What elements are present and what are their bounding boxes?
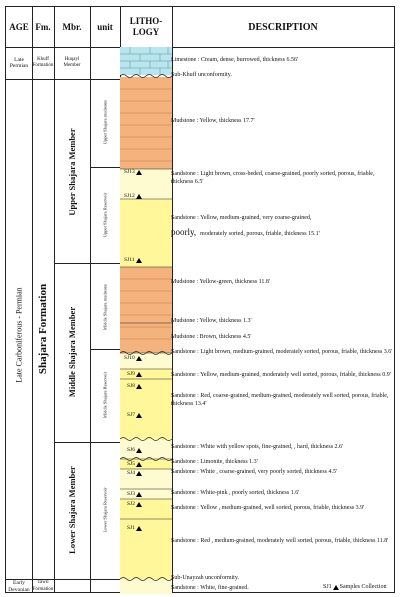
- description-sandstone-white-yellow-spots: Sandstone : White with yellow spots, fine-grained, , hard, thickness 2.6': [171, 444, 344, 450]
- sample-marker: [127, 412, 142, 418]
- description-sandstone-yellow-cont: [171, 228, 393, 238]
- description-mudstone-brown: Mudstone : Brown, thickness 4.5': [171, 334, 252, 340]
- sample-marker: [127, 491, 142, 497]
- description-sub-unayzah: Sub-Unayzah unconformity.: [171, 575, 239, 581]
- sample-label: SJ4: [127, 470, 135, 476]
- unit-upper-reservoir: Upper Shajara Reservoir: [102, 192, 108, 238]
- triangle-icon: [136, 372, 142, 377]
- header-unit: unit: [97, 21, 113, 32]
- sample-label: SJ9: [127, 371, 135, 377]
- sample-label: SJ12: [124, 193, 135, 199]
- description-mudstone-yellow: Mudstone : Yellow, thickness 1.3': [171, 318, 252, 324]
- description-sandstone-yellow-middle: Sandstone : Yellow, medium-grained, moderately well sorted, porous, friable, thickness 0.9': [171, 372, 391, 378]
- unit-middle-mudstone: Middle Shajara mudstone: [102, 283, 108, 331]
- sample-marker: [124, 257, 142, 263]
- legend-text: Samples Collection: [339, 584, 387, 590]
- description-sandstone-yellow: Sandstone : Yellow, medium-grained, very coarse-grained,: [171, 215, 312, 221]
- triangle-icon: [136, 170, 142, 175]
- sample-label: SJ6: [127, 447, 135, 453]
- age-late-carboniferous-permian: Late Carboniferous - Permian: [14, 287, 24, 383]
- upper-mudstone-bed: [120, 77, 172, 169]
- sample-label: SJ8: [127, 383, 135, 389]
- triangle-icon: [136, 384, 142, 389]
- row-divider: [54, 442, 120, 443]
- member-lower-shajara: Lower Shajara Member: [67, 466, 77, 554]
- description-sandstone-white-coarse: Sandstone : White , coarse-grained, very poorly sorted, thickness 4.5': [171, 469, 338, 475]
- age-late-permian: Late Permian: [9, 56, 29, 69]
- sample-marker: [127, 371, 142, 377]
- description-fragment: poorly,: [171, 227, 197, 237]
- description-sandstone-white-pink: Sandstone : White-pink , poorly sorted, thickness 1.6': [171, 490, 300, 496]
- member-upper-shajara: Upper Shajara Member: [67, 128, 77, 216]
- sample-label: SJ11: [124, 257, 135, 263]
- row-divider: [90, 167, 120, 168]
- description-sandstone-light-brown-middle: Sandstone : Light brown, medium-grained, moderately sorted, porous, friable, thickness 3.6': [171, 349, 393, 355]
- sample-marker: [127, 461, 142, 467]
- unit-upper-mudstone: Upper Shajara mudstone: [102, 99, 108, 145]
- description-fragment: moderately sorted, porous, friable, thickness 15.1': [200, 231, 320, 237]
- sample-label: SJ10: [124, 355, 135, 361]
- formation-tawil: Tawil Formation: [32, 580, 54, 592]
- triangle-icon: [136, 258, 142, 263]
- triangle-icon: [136, 471, 142, 476]
- sample-marker: [127, 501, 142, 507]
- sample-marker: [124, 193, 142, 199]
- row-divider: [6, 79, 120, 80]
- row-divider: [54, 263, 120, 264]
- header-description: DESCRIPTION: [248, 21, 318, 33]
- unit-lower-reservoir: Lower Shajara Reservoir: [102, 487, 108, 533]
- header-formation: Fm.: [35, 21, 51, 32]
- member-huqayl: Huqayl Member: [63, 56, 81, 68]
- description-mudstone-yellow-green: Mudstone : Yellow-green, thickness 11.8': [171, 279, 271, 285]
- description-limonite: Sandstone : Limonite, thickness 1.3': [171, 459, 258, 465]
- age-early-devonian: Early Devonian: [8, 580, 30, 593]
- description-sandstone-red-lower: Sandstone : Red , medium-grained, moderately well sorted, porous, friable, thickness 11.8': [171, 538, 389, 544]
- triangle-icon: [136, 462, 142, 467]
- sample-label: SJ13: [124, 169, 135, 175]
- row-divider: [90, 349, 120, 350]
- lithology-column: [120, 47, 172, 594]
- sample-marker: [127, 470, 142, 476]
- middle-mudstone-bed: [120, 267, 172, 353]
- triangle-icon: [136, 194, 142, 199]
- sample-marker: [124, 169, 142, 175]
- sample-label: SJ7: [127, 412, 135, 418]
- triangle-icon: [136, 413, 142, 418]
- sample-marker: [124, 355, 142, 361]
- description-sandstone-red-middle: Sandstone : Red, coarse-grained, medium-grained, moderately well sorted, porous, friable, thickness 13.4': [171, 393, 389, 407]
- formation-shajara: Shajara Formation: [37, 283, 49, 375]
- sample-label: SJ3: [127, 491, 135, 497]
- sample-marker: [127, 525, 142, 531]
- description-sandstone-light-brown: Sandstone : Light brown, cross-beded, coarse-grained, poorly sorted, porous, friable, thickness 6.5': [171, 171, 375, 185]
- header-member: Mbr.: [62, 21, 82, 32]
- description-upper-mudstone: Mudstone : Yellow, thickness 17.7': [171, 118, 255, 124]
- sample-label: SJ2: [127, 501, 135, 507]
- legend: [323, 584, 387, 590]
- unit-middle-reservoir: Middle Shajara Reservoir: [102, 371, 108, 419]
- triangle-icon: [333, 585, 339, 590]
- stratigraphic-column: [5, 6, 395, 593]
- triangle-icon: [136, 526, 142, 531]
- sample-label: SJ5: [127, 461, 135, 467]
- description-limestone: Limestone : Cream, dense, burrowed, thickness 6.56': [171, 57, 299, 63]
- formation-khuff: Khuff Formation: [32, 56, 54, 68]
- triangle-icon: [136, 492, 142, 497]
- triangle-icon: [136, 502, 142, 507]
- tawil-sandstone-bed: [120, 579, 172, 594]
- sample-marker: [127, 447, 142, 453]
- legend-sample-label: SJ1: [323, 584, 332, 590]
- col-divider: [32, 7, 33, 592]
- header-lithology: LITHO- LOGY: [129, 16, 163, 37]
- description-tawil-sandstone: Sandstone : White, fine-grained.: [171, 585, 249, 591]
- sample-label: SJ1: [127, 525, 135, 531]
- col-divider: [54, 7, 55, 592]
- triangle-icon: [136, 356, 142, 361]
- description-sub-khuff: Sub-Khuff unconformity.: [171, 72, 232, 78]
- col-divider: [90, 7, 91, 592]
- header-age: AGE: [9, 21, 29, 32]
- triangle-icon: [136, 448, 142, 453]
- member-middle-shajara: Middle Shajara Member: [67, 306, 77, 398]
- sample-marker: [127, 383, 142, 389]
- description-sandstone-yellow-lower: Sandstone : Yellow , medium-grained, well sorted, porous, friable, thickness 3.9': [171, 505, 365, 511]
